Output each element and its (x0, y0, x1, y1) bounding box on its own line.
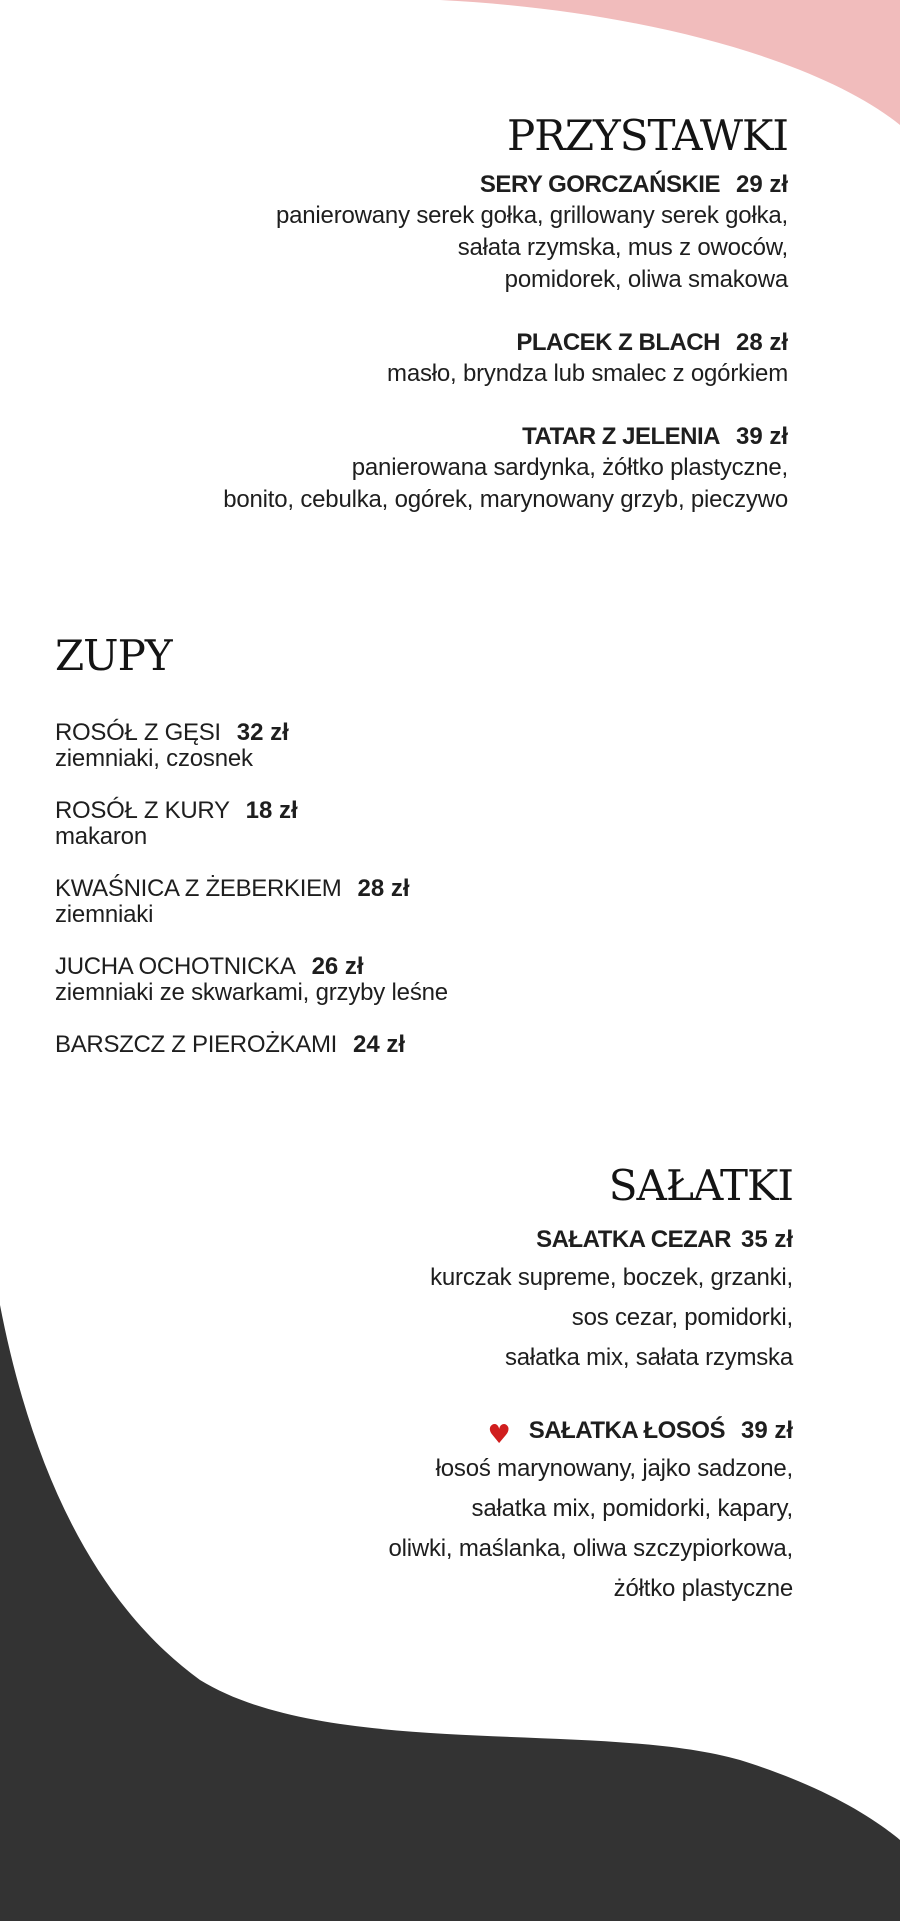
menu-item-description-line: panierowany serek gołka, grillowany serek gołka, (275, 202, 788, 230)
menu-item-header (55, 1032, 655, 1058)
menu-item-description-line: żółtko plastyczne (613, 1575, 793, 1603)
menu-item-description-line: sos cezar, pomidorki, (571, 1304, 793, 1332)
menu-item-description-line: sałatka mix, pomidorki, kapary, (471, 1495, 793, 1523)
menu-item-description-line: panierowana sardynka, żółtko plastyczne, (351, 454, 788, 482)
menu-item-header (55, 798, 655, 824)
menu-item-header (48, 328, 788, 358)
section-zupy (55, 632, 655, 1084)
menu-item-description-line: bonito, cebulka, ogórek, marynowany grzyb, pieczywo (223, 486, 788, 514)
menu-item-header (53, 1222, 793, 1258)
menu-item-header (55, 720, 655, 746)
menu-item-price: 26 zł (311, 953, 364, 981)
menu-item-name: SAŁATKA CEZAR (536, 1226, 731, 1254)
menu-item-header (55, 876, 655, 902)
menu-item-name: ROSÓŁ Z GĘSI (55, 719, 221, 747)
menu-item (48, 170, 788, 296)
section-title: PRZYSTAWKI (506, 111, 788, 160)
menu-item-price: 32 zł (236, 719, 289, 747)
section-salatki (53, 1162, 793, 1643)
menu-item-price: 28 zł (357, 875, 410, 903)
menu-item-description-line: sałatka mix, sałata rzymska (504, 1344, 793, 1372)
menu-item-description-line: sałata rzymska, mus z owoców, (457, 234, 788, 262)
menu-item (48, 328, 788, 390)
menu-item-description-line: łosoś marynowany, jajko sadzone, (435, 1455, 793, 1483)
menu-item-description-line: oliwki, maślanka, oliwa szczypiorkowa, (388, 1535, 793, 1563)
heart-icon: ♥ (487, 1420, 511, 1451)
menu-item-price: 28 zł (735, 329, 788, 357)
menu-item-name: KWAŚNICA Z ŻEBERKIEM (55, 875, 342, 903)
menu-item-name: PLACEK Z BLACH (516, 329, 720, 357)
menu-item-price: 29 zł (735, 171, 788, 199)
menu-item-name: JUCHA OCHOTNICKA (55, 953, 296, 981)
section-przystawki (48, 112, 788, 548)
menu-item (48, 422, 788, 516)
menu-item-name: BARSZCZ Z PIEROŻKAMI (55, 1031, 338, 1059)
menu-item (55, 954, 655, 1006)
menu-item-name: SERY GORCZAŃSKIE (479, 171, 720, 199)
section-title: ZUPY (55, 631, 172, 680)
menu-item-description-line: ziemniaki, czosnek (55, 745, 253, 773)
menu-item-price: 18 zł (245, 797, 298, 825)
menu-item-description-line: makaron (55, 823, 147, 851)
menu-item-description-line: kurczak supreme, boczek, grzanki, (430, 1264, 793, 1292)
menu-item-header (55, 954, 655, 980)
menu-item-name: SAŁATKA ŁOSOŚ (528, 1417, 725, 1445)
menu-item (55, 876, 655, 928)
section-title: SAŁATKI (608, 1161, 793, 1210)
menu-item-price: 24 zł (353, 1031, 406, 1059)
menu-item-description-line: ziemniaki (55, 901, 154, 929)
menu-item (55, 1032, 655, 1058)
menu-item-price: 35 zł (740, 1226, 793, 1254)
menu-item-header (53, 1412, 793, 1449)
menu-item (53, 1222, 793, 1378)
menu-item (55, 798, 655, 850)
menu-item-name: TATAR Z JELENIA (522, 423, 720, 451)
menu-item-price: 39 zł (740, 1417, 793, 1445)
menu-item-description-line: pomidorek, oliwa smakowa (504, 266, 788, 294)
menu-item-price: 39 zł (735, 423, 788, 451)
menu-item (53, 1412, 793, 1609)
menu-item (55, 720, 655, 772)
menu-item-name: ROSÓŁ Z KURY (55, 797, 230, 825)
menu-item-description-line: masło, bryndza lub smalec z ogórkiem (387, 360, 788, 388)
menu-item-header (48, 170, 788, 200)
menu-item-header (48, 422, 788, 452)
menu-item-description-line: ziemniaki ze skwarkami, grzyby leśne (55, 979, 448, 1007)
